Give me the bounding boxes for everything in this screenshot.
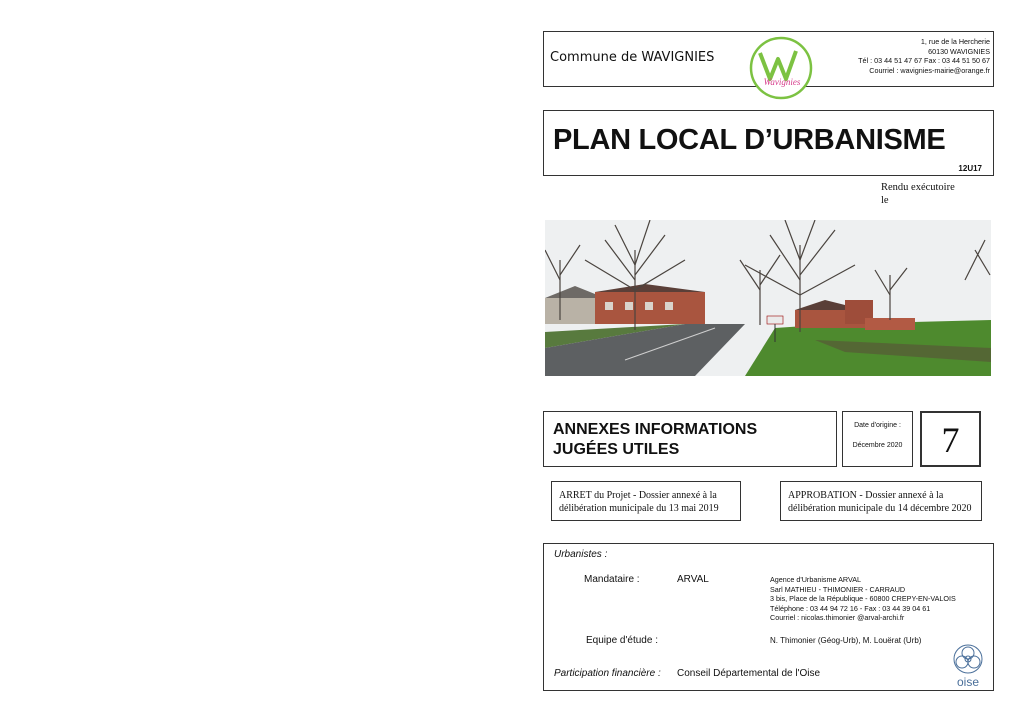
date-label: Date d'origine : (854, 422, 901, 429)
mairie-address (858, 37, 990, 75)
village-photo (545, 220, 991, 376)
mandataire-value: ARVAL (677, 574, 709, 585)
approbation-line: APPROBATION - Dossier annexé à la (788, 490, 944, 501)
urbanistes-title: Urbanistes : (554, 549, 608, 560)
oise-logo-text: oise (956, 675, 980, 689)
logo-text: Wavignies (763, 77, 801, 87)
address-line: 60130 WAVIGNIES (928, 46, 990, 56)
arret-line: ARRET du Projet - Dossier annexé à la (559, 490, 717, 501)
agency-line: 3 bis, Place de la République - 60800 CREPY-EN-VALOIS (770, 594, 956, 603)
address-phone: Tél : 03 44 51 47 67 Fax : 03 44 51 50 67 (858, 56, 990, 65)
annex-title-box (543, 411, 837, 467)
equipe-value: N. Thimonier (Géog-Urb), M. Louërat (Urb) (770, 636, 922, 645)
document-title: PLAN LOCAL D’URBANISME (553, 124, 946, 156)
annex-number: 7 (941, 420, 960, 460)
commune-name: Commune de WAVIGNIES (550, 50, 715, 65)
annex-title-line: JUGÉES UTILES (553, 441, 680, 458)
participation-label: Participation financière : (554, 668, 661, 679)
agency-details (770, 575, 956, 623)
arret-text (559, 489, 719, 515)
commune-header (543, 31, 994, 87)
agency-phone: Téléphone : 03 44 94 72 16 - Fax : 03 44 39 04 61 (770, 603, 931, 613)
equipe-label: Equipe d'étude : (586, 635, 658, 646)
mandataire-label: Mandataire : (584, 574, 640, 585)
approbation-box (780, 481, 982, 521)
rendu-line: Rendu exécutoire (881, 182, 955, 193)
annex-title (553, 420, 757, 460)
participation-value: Conseil Départemental de l'Oise (677, 668, 821, 679)
urbanistes-box (543, 543, 994, 691)
address-line: 1, rue de la Hercherie (920, 37, 990, 46)
approbation-line: délibération municipale du 14 décembre 2020 (788, 503, 972, 514)
document-code: 12U17 (958, 164, 982, 173)
rendu-line: le (881, 195, 889, 206)
date-value: Décembre 2020 (852, 442, 903, 449)
title-box (543, 110, 994, 176)
wavignies-logo (748, 35, 814, 101)
rendu-executoire (881, 181, 955, 207)
address-email: Courriel : wavignies-mairie@orange.fr (869, 65, 990, 75)
approbation-text (788, 489, 972, 515)
annex-title-line: ANNEXES INFORMATIONS (553, 421, 758, 438)
agency-line: Agence d'Urbanisme ARVAL (770, 575, 862, 584)
arret-line: délibération municipale du 13 mai 2019 (559, 503, 719, 514)
agency-email: Courriel : nicolas.thimonier @arval-archi.fr (770, 613, 905, 622)
oise-logo (948, 643, 988, 689)
arret-box (551, 481, 741, 521)
date-box (842, 411, 913, 467)
annex-number-box (920, 411, 981, 467)
agency-line: Sarl MATHIEU - THIMONIER - CARRAUD (770, 584, 906, 594)
